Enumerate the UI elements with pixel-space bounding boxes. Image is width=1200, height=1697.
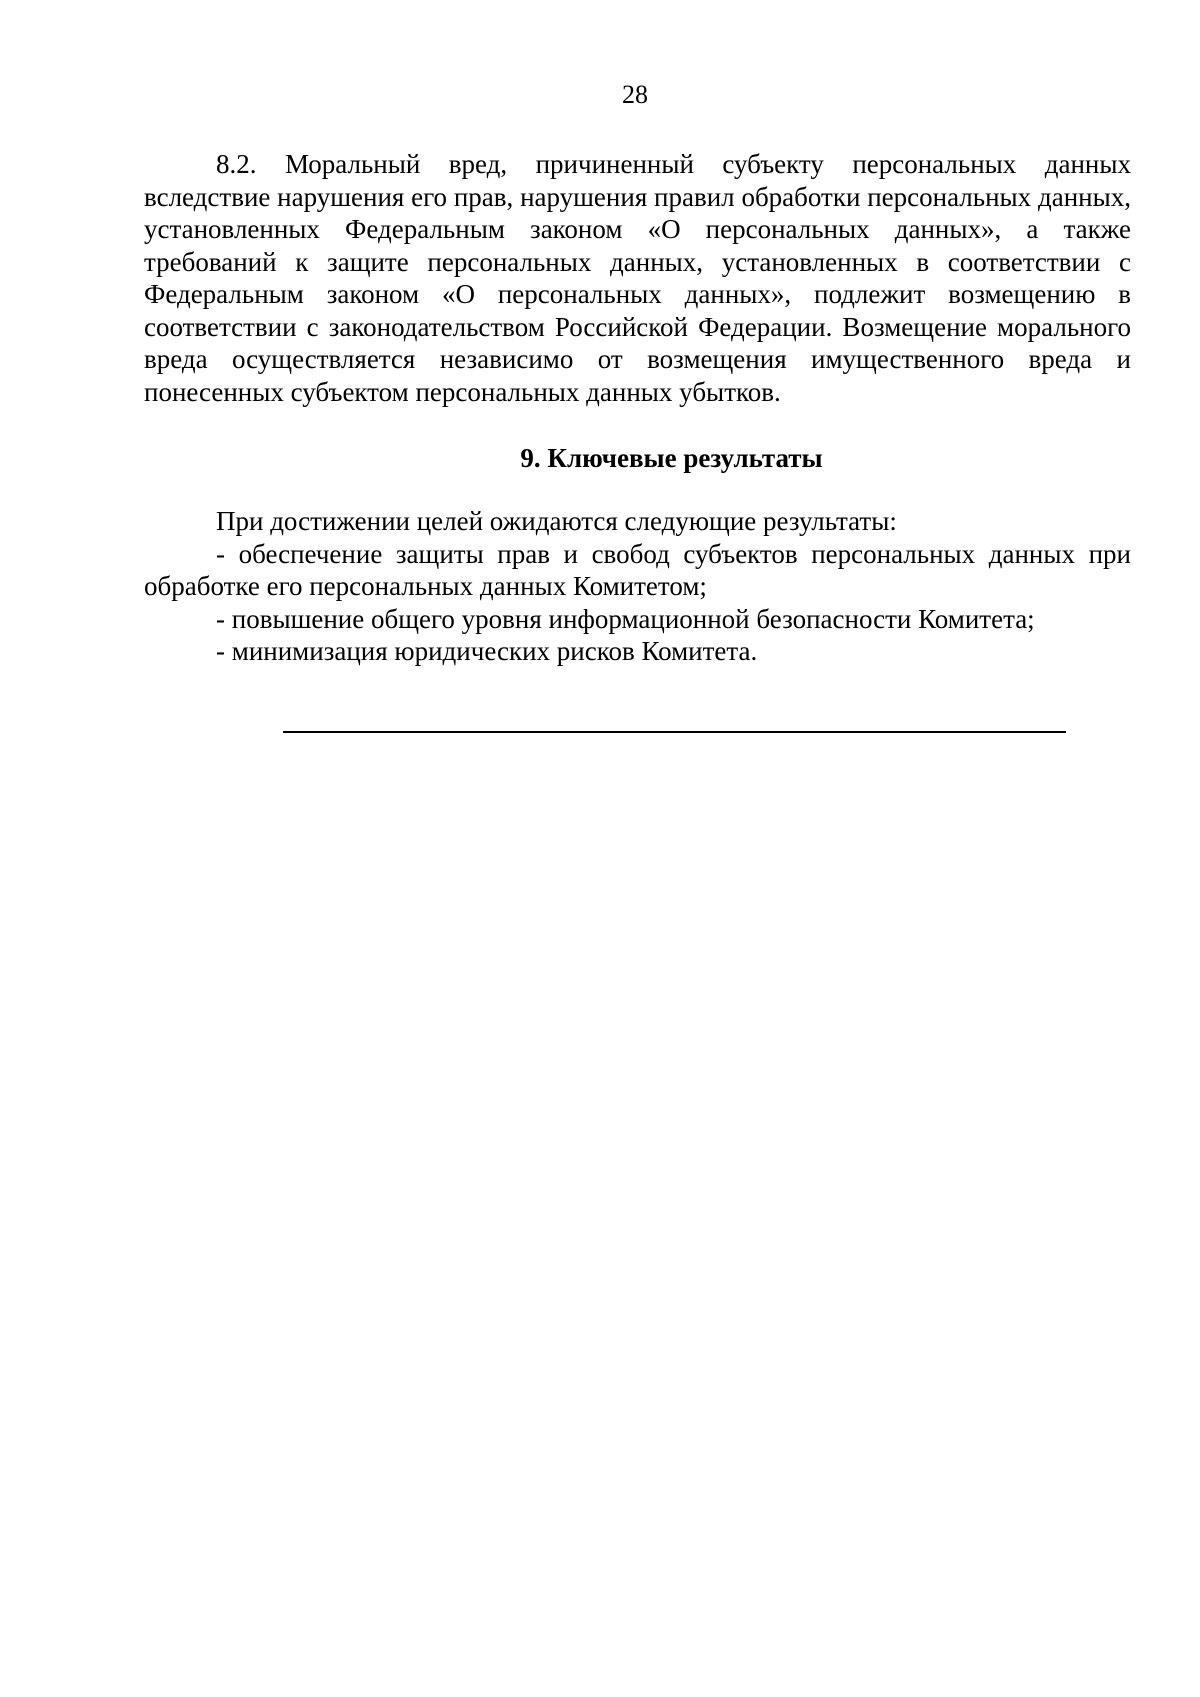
paragraph-8-2: 8.2. Моральный вред, причиненный субъекту персональных данных вследствие нарушения его прав, нарушения правил обработки персональных данных, установленных Федеральным законом «О персональных данных», а также требований к защите персональных данных, установленных в соответствии с Федеральным законом «О персональных данных», подлежит возмещению в соответствии с законодательством Российской Федерации. Возмещение морального вреда осуществляется независимо от возмещения имущественного вреда и понесенных субъектом персональных данных убытков. [144,149,1131,407]
page-number: 28 [622,80,648,109]
results-intro: При достижении целей ожидаются следующие результаты: [216,506,897,536]
result-item: - повышение общего уровня информационной безопасности Комитета; [216,603,1035,634]
end-divider-line [283,731,1066,733]
section-heading-key-results: 9. Ключевые результаты [520,443,823,473]
result-item: - обеспечение защиты прав и свобод субъектов персональных данных при обработке его персональных данных Комитетом; [144,538,1131,601]
results-list [144,505,1131,668]
result-item: - минимизация юридических рисков Комитета. [216,636,758,666]
